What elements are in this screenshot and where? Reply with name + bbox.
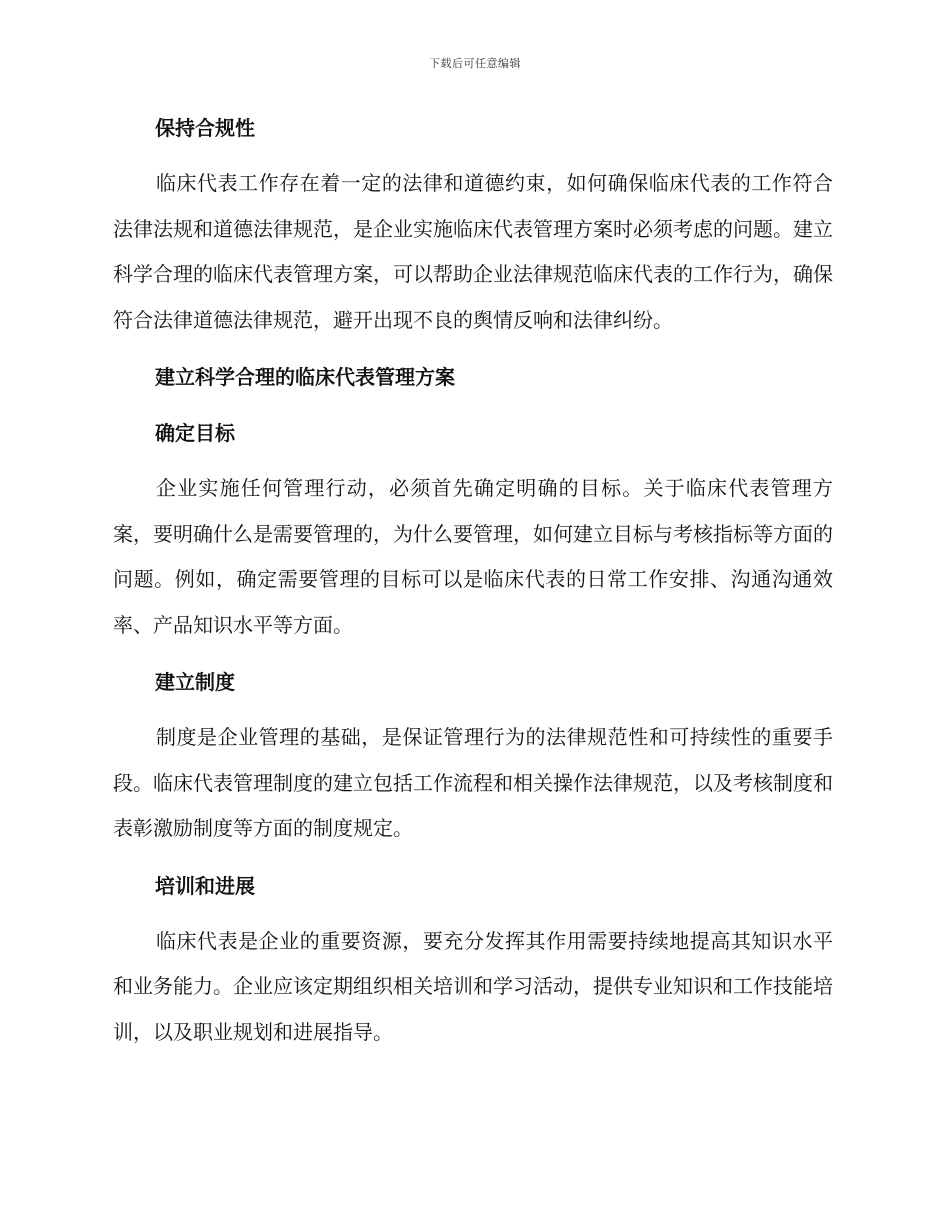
section-body-compliance: 临床代表工作存在着一定的法律和道德约束，如何确保临床代表的工作符合法律法规和道德法律规范，是企业实施临床代表管理方案时必须考虑的问题。建立科学合理的临床代表管理方案，可以帮助企业法律规范临床代表的工作行为，确保符合法律道德法律规范，避开出现不良的舆情反响和法律纠纷。 <box>113 171 833 332</box>
header-note: 下载后可任意编辑 <box>429 57 521 70</box>
section-body-training: 临床代表是企业的重要资源，要充分发挥其作用需要持续地提高其知识水平和业务能力。企业应该定期组织相关培训和学习活动，提供专业知识和工作技能培训，以及职业规划和进展指导。 <box>113 928 833 1044</box>
section-heading-plan: 建立科学合理的临床代表管理方案 <box>155 365 455 389</box>
section-heading-goals: 确定目标 <box>155 421 235 445</box>
section-heading-system: 建立制度 <box>155 670 235 694</box>
section-heading-compliance: 保持合规性 <box>155 116 255 140</box>
section-body-system: 制度是企业管理的基础，是保证管理行为的法律规范性和可持续性的重要手段。临床代表管理制度的建立包括工作流程和相关操作法律规范，以及考核制度和表彰激励制度等方面的制度规定。 <box>113 725 833 840</box>
section-heading-training: 培训和进展 <box>155 873 255 898</box>
document-content <box>113 105 833 1055</box>
section-body-goals: 企业实施任何管理行动，必须首先确定明确的目标。关于临床代表管理方案，要明确什么是需要管理的，为什么要管理，如何建立目标与考核指标等方面的问题。例如，确定需要管理的目标可以是临床代表的日常工作安排、沟通沟通效率、产品知识水平等方面。 <box>113 476 833 637</box>
